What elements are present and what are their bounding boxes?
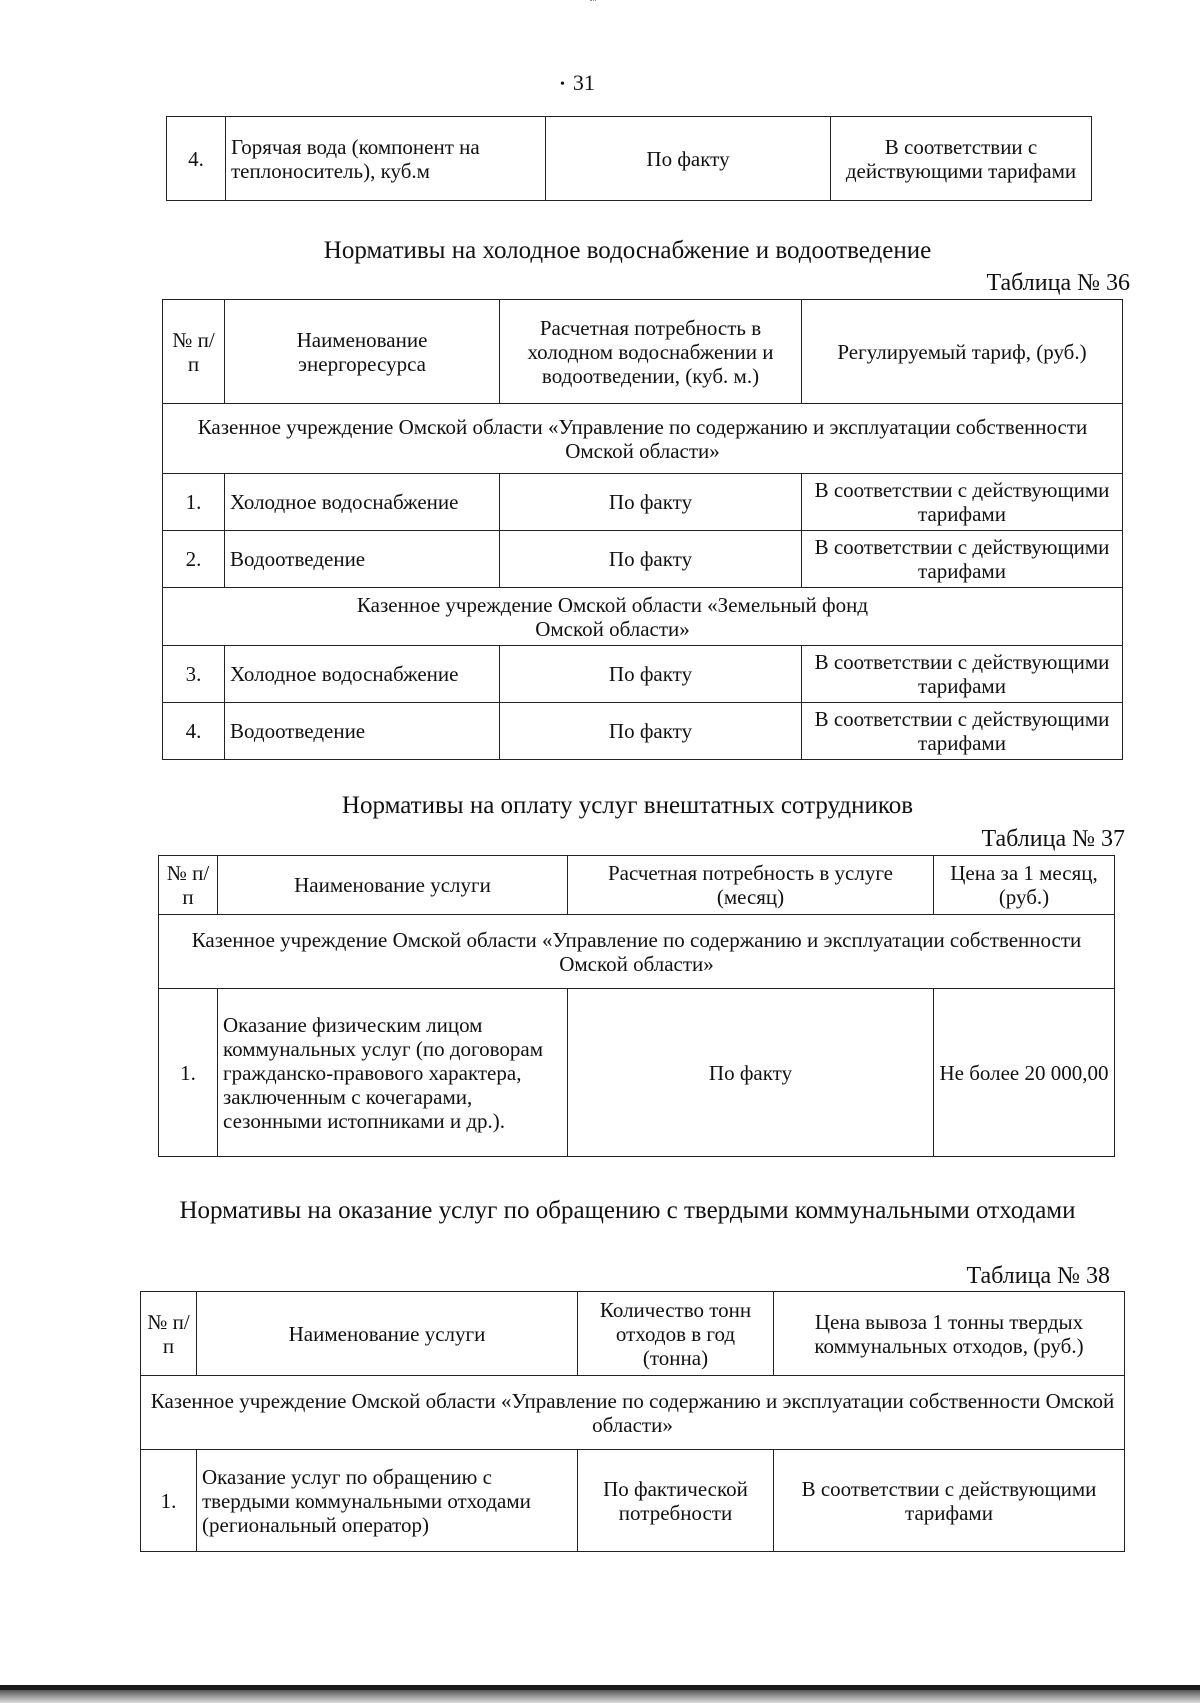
row-tariff: В соответствии с действующими тарифами — [802, 531, 1123, 588]
table-row — [159, 989, 1115, 1157]
table-37-label: Таблица № 37 — [981, 826, 1125, 852]
row-need: По факту — [500, 474, 802, 531]
col-header-price: Цена за 1 месяц, (руб.) — [934, 856, 1115, 915]
col-header-need: Количество тонн отходов в год (тонна) — [578, 1292, 774, 1376]
group-row — [141, 1376, 1125, 1450]
row-number: 4. — [163, 703, 225, 760]
table-36 — [162, 299, 1123, 760]
row-need: По факту — [568, 989, 934, 1157]
row-price: В соответствии с действующими тарифами — [774, 1450, 1125, 1552]
table-36-heading: Нормативы на холодное водоснабжение и водоотведение — [323, 237, 932, 264]
row-tariff: В соответствии с действующими тарифами — [802, 703, 1123, 760]
row-tariff: В соответствии с действующими тарифами — [802, 474, 1123, 531]
group-row — [163, 588, 1123, 646]
table-37 — [158, 855, 1115, 1157]
row-name: Холодное водоснабжение — [225, 474, 500, 531]
table-row — [167, 117, 1092, 201]
table-header-row — [141, 1292, 1125, 1376]
group-title: Казенное учреждение Омской области «Земельный фонд Омской области» — [163, 588, 1123, 646]
table-36-label: Таблица № 36 — [986, 270, 1130, 296]
row-need: По факту — [500, 646, 802, 703]
col-header-num: № п/п — [159, 856, 218, 915]
col-header-price: Цена вывоза 1 тонны твердых коммунальных отходов, (руб.) — [774, 1292, 1125, 1376]
row-need: По фактической потребности — [578, 1450, 774, 1552]
table-38-label: Таблица № 38 — [966, 1263, 1110, 1289]
table-38-heading: Нормативы на оказание услуг по обращению с твердыми коммунальными отходами — [179, 1197, 1076, 1224]
group-row — [163, 404, 1123, 474]
table-row — [163, 703, 1123, 760]
row-name: Оказание физическим лицом коммунальных услуг (по договорам гражданско-правового характера, заключенным с кочегарами, сезонными истопниками и др.). — [218, 989, 568, 1157]
row-number: 1. — [163, 474, 225, 531]
group-row — [159, 915, 1115, 989]
row-number: 3. — [163, 646, 225, 703]
table-row — [141, 1450, 1125, 1552]
row-tariff: В соответствии с действующими тарифами — [802, 646, 1123, 703]
page-number-text: 31 — [572, 70, 595, 95]
col-header-name: Наименование энергоресурса — [225, 300, 500, 404]
row-name: Водоотведение — [225, 531, 500, 588]
group-title: Казенное учреждение Омской области «Управление по содержанию и эксплуатации собственности Омской области» — [159, 915, 1115, 989]
row-price: Не более 20 000,00 — [934, 989, 1115, 1157]
table-35-tail — [166, 116, 1092, 201]
row-number: 4. — [167, 117, 226, 201]
group-title: Казенное учреждение Омской области «Управление по содержанию и эксплуатации собственности Омской области» — [163, 404, 1123, 474]
group-title: Казенное учреждение Омской области «Управление по содержанию и эксплуатации собственности Омской области» — [141, 1376, 1125, 1450]
col-header-need: Расчетная потребность в услуге (месяц) — [568, 856, 934, 915]
row-need: По факту — [500, 531, 802, 588]
scan-edge-gradient — [0, 1690, 1200, 1703]
col-header-name: Наименование услуги — [197, 1292, 578, 1376]
table-37-heading: Нормативы на оплату услуг внештатных сотрудников — [341, 792, 914, 819]
row-name: Оказание услуг по обращению с твердыми коммунальными отходами (региональный оператор) — [197, 1450, 578, 1552]
col-header-tariff: Регулируемый тариф, (руб.) — [802, 300, 1123, 404]
table-row — [163, 646, 1123, 703]
col-header-num: № п/п — [141, 1292, 197, 1376]
row-name: Горячая вода (компонент на теплоноситель), куб.м — [226, 117, 546, 201]
row-name: Водоотведение — [225, 703, 500, 760]
table-row — [163, 531, 1123, 588]
row-number: 2. — [163, 531, 225, 588]
table-38 — [140, 1291, 1125, 1552]
row-number: 1. — [159, 989, 218, 1157]
row-tariff: В соответствии с действующими тарифами — [831, 117, 1092, 201]
row-need: По факту — [500, 703, 802, 760]
row-name: Холодное водоснабжение — [225, 646, 500, 703]
row-need: По факту — [546, 117, 831, 201]
table-header-row — [159, 856, 1115, 915]
col-header-name: Наименование услуги — [218, 856, 568, 915]
table-header-row — [163, 300, 1123, 404]
col-header-num: № п/п — [163, 300, 225, 404]
col-header-need: Расчетная потребность в холодном водоснабжении и водоотведении, (куб. м.) — [500, 300, 802, 404]
row-number: 1. — [141, 1450, 197, 1552]
page-number: • 31 — [560, 70, 595, 95]
scan-artifact — [590, 0, 596, 5]
table-row — [163, 474, 1123, 531]
